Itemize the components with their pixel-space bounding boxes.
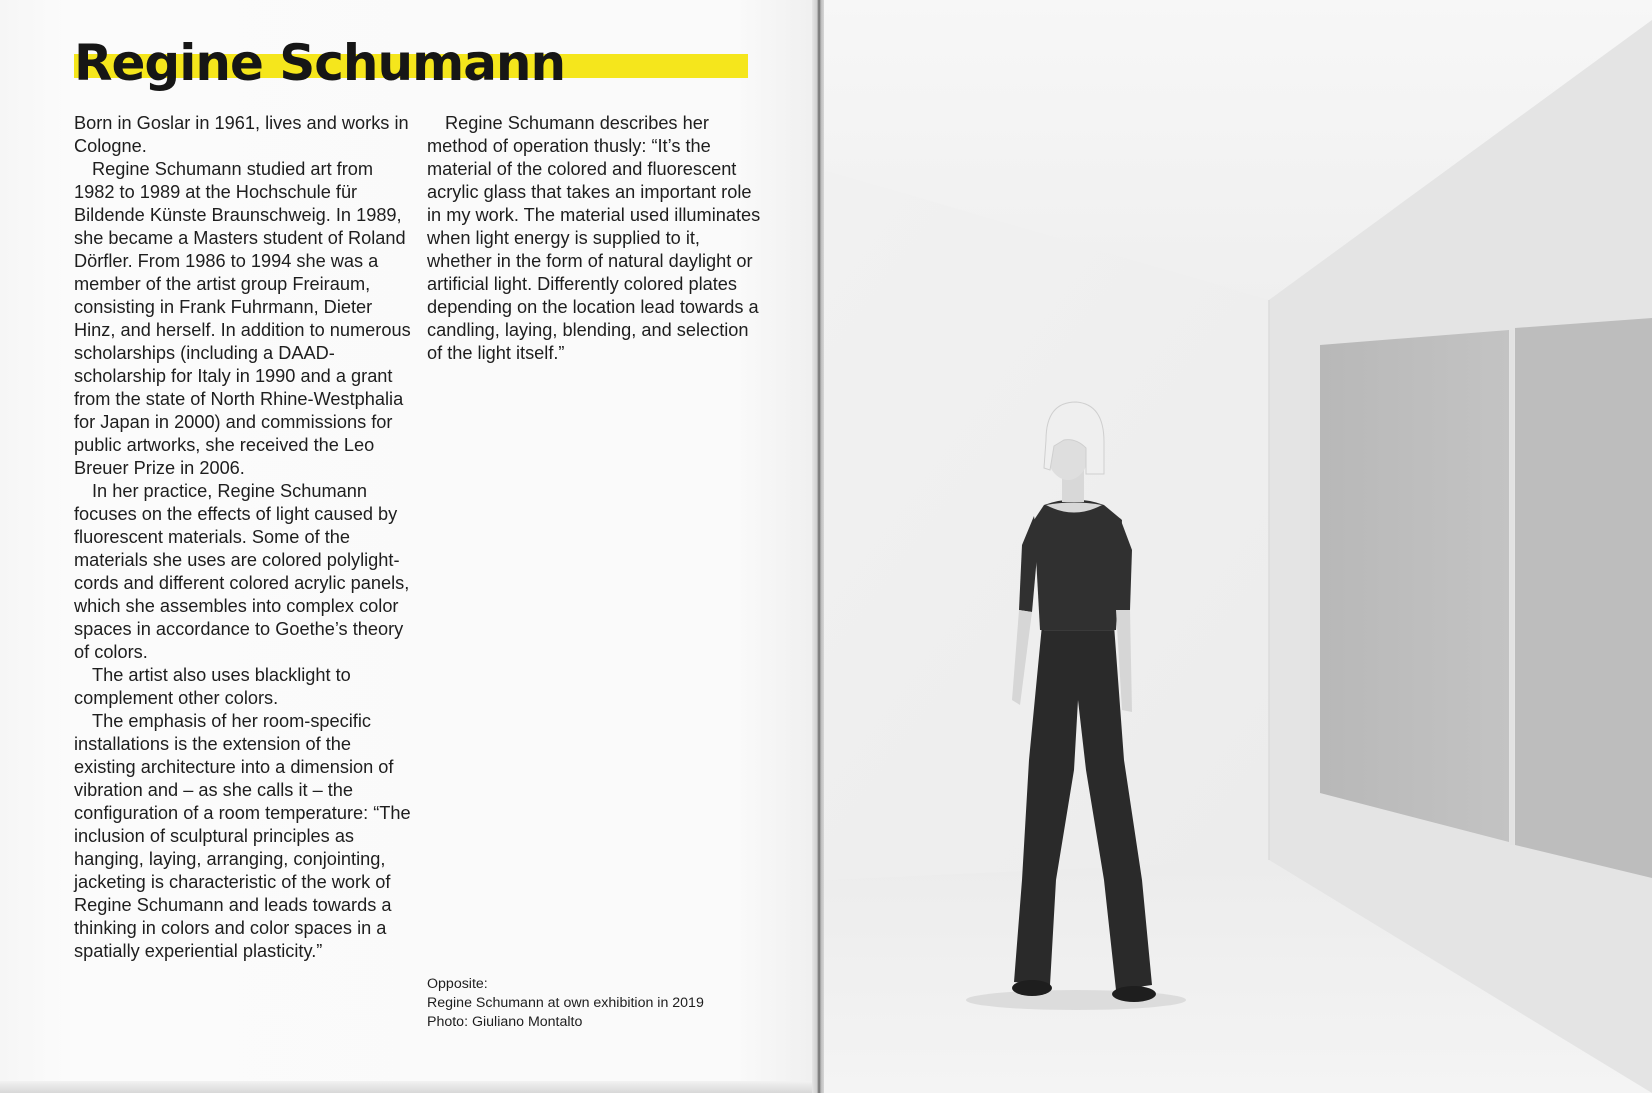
caption-line: Regine Schumann at own exhibition in 2019 (427, 995, 704, 1011)
page-edge (0, 1081, 818, 1093)
artist-portrait-photo (824, 0, 1652, 1093)
text-column-2 (427, 112, 767, 365)
photo-caption (427, 975, 767, 1032)
paragraph: In her practice, Regine Schumann focuses on the effects of light caused by fluorescent materials. Some of the materials she uses are colored polylight-cords and different colored acrylic panels, which she assembles into complex color spaces in accordance to Goethe’s theory of colors. (74, 481, 410, 662)
paragraph: Regine Schumann describes her method of operation thusly: “It’s the material of the colored and fluorescent acrylic glass that takes an important role in my work. The material used illuminates when light energy is supplied to it, whether in the form of natural daylight or artificial light. Differently colored plates depending on the location lead towards a candling, laying, blending, and selection of the light itself.” (427, 113, 761, 363)
left-page (0, 0, 818, 1093)
page-title: Regine Schumann (74, 34, 566, 92)
paragraph: Regine Schumann studied art from 1982 to 1989 at the Hochschule für Bildende Künste Braunschweig. In 1989, she became a Masters student of Roland Dörfler. From 1986 to 1994 she was a member of the artist group Freiraum, consisting in Frank Fuhrmann, Dieter Hinz, and herself. In addition to numerous scholarships (including a DAAD-scholarship for Italy in 1990 and a grant from the state of North Rhine-Westphalia for Japan in 2000) and commissions for public artworks, she received the Leo Breuer Prize in 2006. (74, 159, 411, 478)
paragraph: The emphasis of her room-specific installations is the extension of the existing architecture into a dimension of vibration and – as she calls it – the configuration of a room temperature: “The inclusion of sculptural principles as hanging, laying, arranging, conjointing, jacketing is characteristic of the work of Regine Schumann and leads towards a thinking in colors and color spaces in a spatially experiential plasticity.” (74, 711, 411, 961)
right-page (824, 0, 1652, 1093)
paragraph: The artist also uses blacklight to complement other colors. (74, 665, 351, 708)
caption-line: Photo: Giuliano Montalto (427, 1014, 583, 1030)
paragraph: Born in Goslar in 1961, lives and works in Cologne. (74, 113, 409, 156)
text-column-1 (74, 112, 414, 963)
caption-line: Opposite: (427, 976, 488, 992)
